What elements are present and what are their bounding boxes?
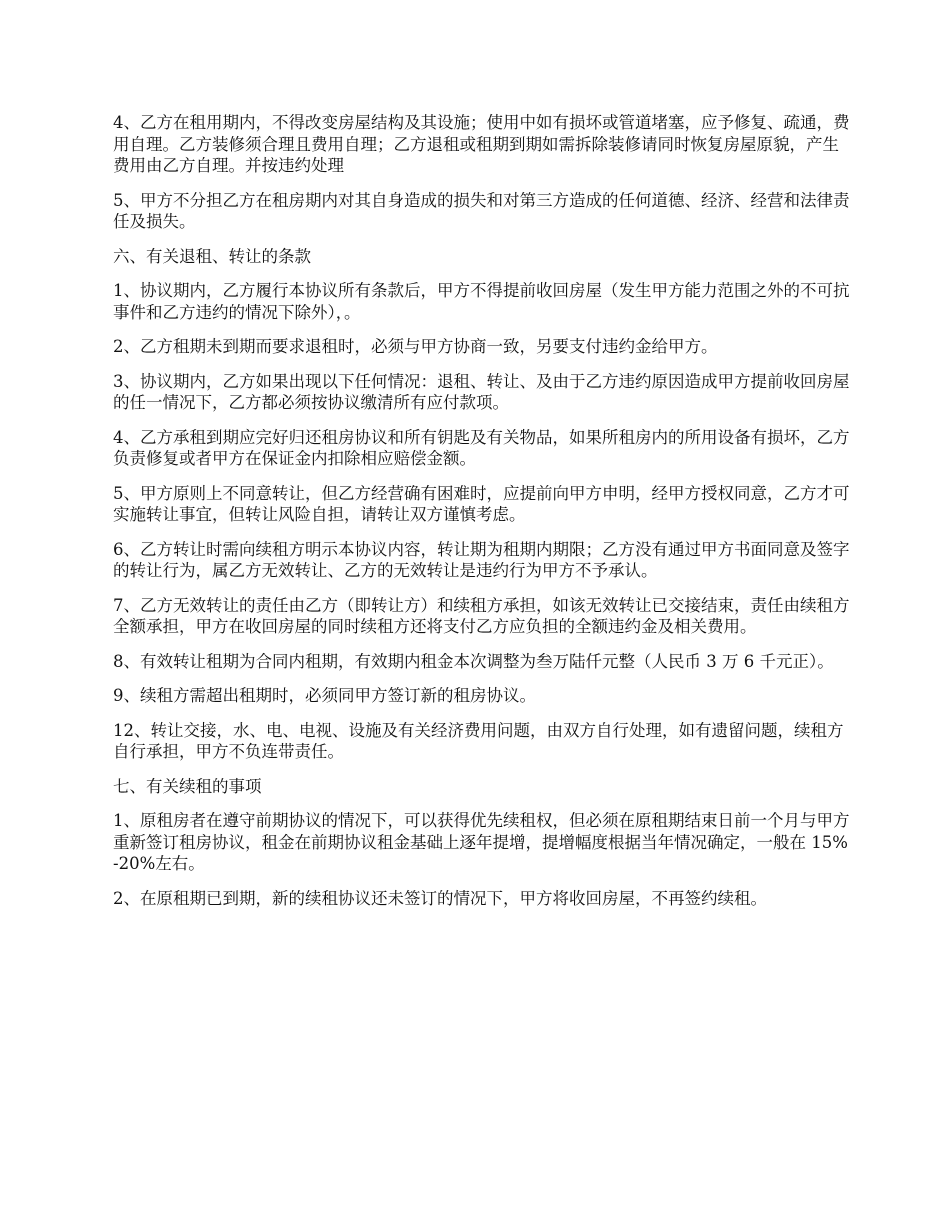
clause-paragraph: 9、续租方需超出租期时，必须同甲方签订新的租房协议。 bbox=[113, 686, 536, 705]
clause-paragraph: 5、甲方不分担乙方在租房期内对其自身造成的损失和对第三方造成的任何道德、经济、经营和法律责任及损失。 bbox=[113, 190, 850, 231]
clause-paragraph: 4、乙方在租用期内，不得改变房屋结构及其设施；使用中如有损坏或管道堵塞，应予修复、疏通，费用自理。乙方装修须合理且费用自理；乙方退租或租期到期如需拆除装修请同时恢复房屋原貌，产生费用由乙方自理。并按违约处理 bbox=[113, 113, 850, 175]
clause-paragraph: 7、乙方无效转让的责任由乙方（即转让方）和续租方承担，如该无效转让已交接结束，责任由续租方全额承担，甲方在收回房屋的同时续租方还将支付乙方应负担的全额违约金及相关费用。 bbox=[113, 595, 850, 636]
clause-paragraph: 4、乙方承租到期应完好归还租房协议和所有钥匙及有关物品，如果所租房内的所用设备有损坏，乙方负责修复或者甲方在保证金内扣除相应赔偿金额。 bbox=[113, 427, 850, 468]
document-body bbox=[113, 112, 853, 922]
clause-paragraph: 2、乙方租期未到期而要求退租时，必须与甲方协商一致，另要支付违约金给甲方。 bbox=[113, 337, 718, 356]
clause-paragraph: 12、转让交接，水、电、电视、设施及有关经济费用问题，由双方自行处理，如有遗留问题，续租方自行承担，甲方不负连带责任。 bbox=[113, 720, 844, 761]
clause-paragraph: 1、协议期内，乙方履行本协议所有条款后，甲方不得提前收回房屋（发生甲方能力范围之外的不可抗事件和乙方违约的情况下除外），。 bbox=[113, 281, 850, 322]
clause-paragraph: 1、原租房者在遵守前期协议的情况下，可以获得优先续租权，但必须在原租期结束日前一个月与甲方重新签订租房协议，租金在前期协议租金基础上逐年提增，提增幅度根据当年情况确定，一般在 15%-20%左右。 bbox=[113, 811, 850, 873]
section-heading: 七、有关续租的事项 bbox=[113, 776, 262, 796]
clause-paragraph: 6、乙方转让时需向续租方明示本协议内容，转让期为租期内期限；乙方没有通过甲方书面同意及签字的转让行为，属乙方无效转让、乙方的无效转让是违约行为甲方不予承认。 bbox=[113, 539, 850, 580]
clause-paragraph: 2、在原租期已到期，新的续租协议还未签订的情况下，甲方将收回房屋，不再签约续租。 bbox=[113, 888, 767, 908]
clause-paragraph: 8、有效转让租期为合同内租期，有效期内租金本次调整为叁万陆仟元整（人民币 3 万 6 千元正）。 bbox=[113, 651, 834, 671]
clause-paragraph: 5、甲方原则上不同意转让，但乙方经营确有困难时，应提前向甲方申明，经甲方授权同意，乙方才可实施转让事宜，但转让风险自担，请转让双方谨慎考虑。 bbox=[113, 483, 850, 524]
clause-paragraph: 3、协议期内，乙方如果出现以下任何情况：退租、转让、及由于乙方违约原因造成甲方提前收回房屋的任一情况下，乙方都必须按协议缴清所有应付款项。 bbox=[113, 371, 850, 412]
section-heading: 六、有关退租、转让的条款 bbox=[113, 246, 311, 266]
